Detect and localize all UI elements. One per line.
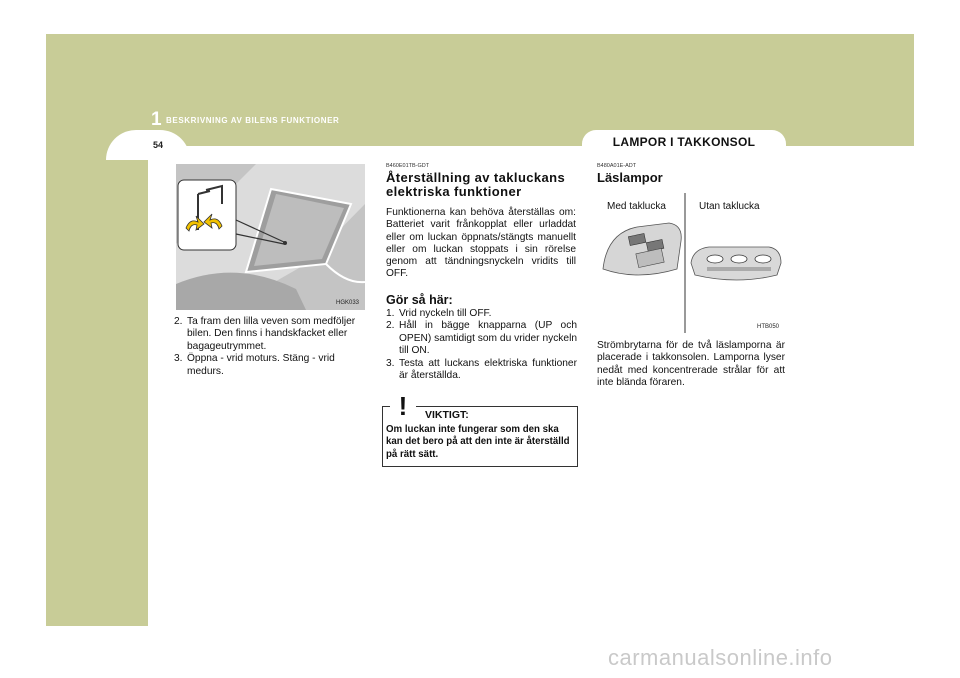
list-item: 3. Testa att luckans elektriska funktioner är återställda. — [386, 357, 577, 382]
intro-paragraph: Funktionerna kan behöva återställas om: Batteriet varit frånkopplat eller urladdat eller om luckan öppnats/stängts manuellt eller om luckan stoppats i sin rörelse genom att tändningsnyckeln vridits till OFF. — [386, 207, 576, 280]
list-item: 3. Öppna - vrid moturs. Stäng - vrid medurs. — [174, 353, 335, 377]
section-tab-label: LAMPOR I TAKKONSOL — [612, 135, 756, 149]
list-item: 2. Ta fram den lilla veven som medföljer bilen. Den finns i handskfacket eller bagageutrymmet. — [174, 316, 356, 352]
warning-exclamation-icon — [390, 392, 416, 418]
sunroof-crank-figure — [176, 164, 365, 310]
warning-title: VIKTIGT: — [425, 409, 469, 421]
section-title: Läslampor — [597, 170, 663, 185]
section-tab — [582, 130, 786, 154]
warning-text: Om luckan inte fungerar som den ska kan det bero på att den inte är återställd på rätt sätt. — [386, 424, 570, 460]
list-item: 2. Håll in bägge knapparna (UP och OPEN) samtidigt som du vrider nyckeln till ON. — [386, 320, 577, 357]
side-band — [46, 146, 148, 626]
reset-steps-list — [386, 308, 577, 382]
chapter-title: BESKRIVNING AV BILENS FUNKTIONER — [166, 116, 340, 125]
how-to-heading: Gör så här: — [386, 293, 453, 307]
figure-code-htb050: HTB050 — [757, 324, 780, 330]
chapter-number: 1 — [151, 109, 162, 130]
sunroof-illustration — [176, 164, 365, 310]
svg-text:!: ! — [398, 392, 408, 418]
figure-code-hgk033: HGK033 — [336, 300, 360, 306]
watermark: carmanualsonline.info — [608, 645, 833, 670]
figure-label-with-sunroof: Med taklucka — [607, 201, 666, 212]
page-number: 54 — [153, 140, 164, 150]
section-code: B480A01E-ADT — [597, 163, 637, 169]
section-code: B460E01TB-GDT — [386, 163, 430, 169]
figure-label-without-sunroof: Utan taklucka — [699, 201, 760, 212]
crank-steps-list — [174, 316, 368, 378]
reading-lamps-paragraph: Strömbrytarna för de två läslamporna är placerade i takkonsolen. Lamporna lyser nedåt med koncentrerade strålar för att inte blända föraren. — [597, 340, 785, 388]
section-title: Återställning av takluckans elektriska funktioner — [386, 170, 566, 199]
reading-lamps-figure — [597, 189, 784, 333]
list-item: 1. Vrid nyckeln till OFF. — [386, 308, 492, 319]
